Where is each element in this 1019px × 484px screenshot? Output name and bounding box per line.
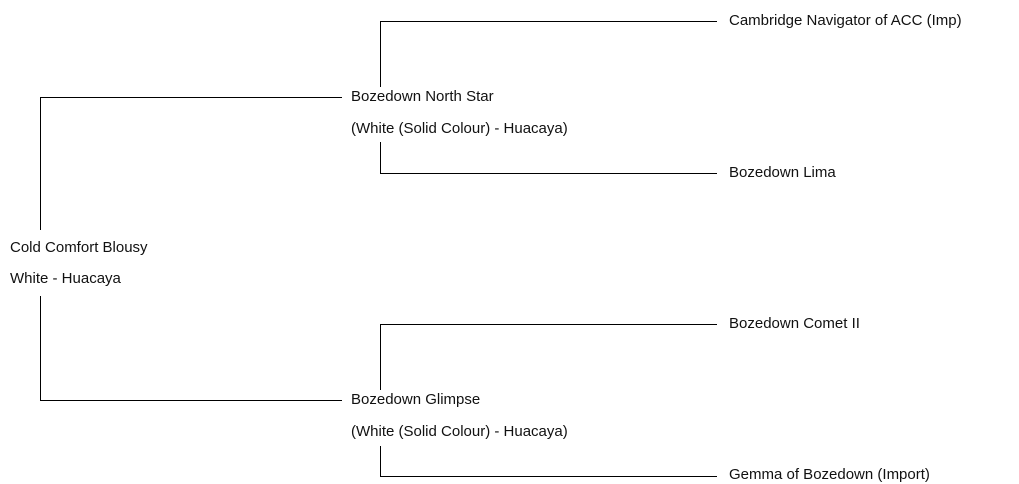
subject-name: Cold Comfort Blousy [10,239,148,256]
dam-name: Bozedown Glimpse [351,391,481,408]
paternal-grandsire-name: Cambridge Navigator of ACC (Imp) [729,12,962,29]
dam-detail: (White (Solid Colour) - Huacaya) [351,423,568,440]
maternal-grandsire-name: Bozedown Comet II [729,315,860,332]
connector-dam-to-maternal-granddam [381,446,718,477]
connector-subject-to-sire [41,98,343,231]
subject-detail: White - Huacaya [10,270,121,287]
connector-sire-to-paternal-grandsire [381,22,718,88]
connector-dam-to-maternal-grandsire [381,325,718,391]
sire-detail: (White (Solid Colour) - Huacaya) [351,120,568,137]
paternal-granddam-name: Bozedown Lima [729,164,836,181]
connector-sire-to-paternal-granddam [381,142,718,174]
maternal-granddam-name: Gemma of Bozedown (Import) [729,466,930,483]
sire-name: Bozedown North Star [351,88,494,105]
connector-subject-to-dam [41,296,343,401]
